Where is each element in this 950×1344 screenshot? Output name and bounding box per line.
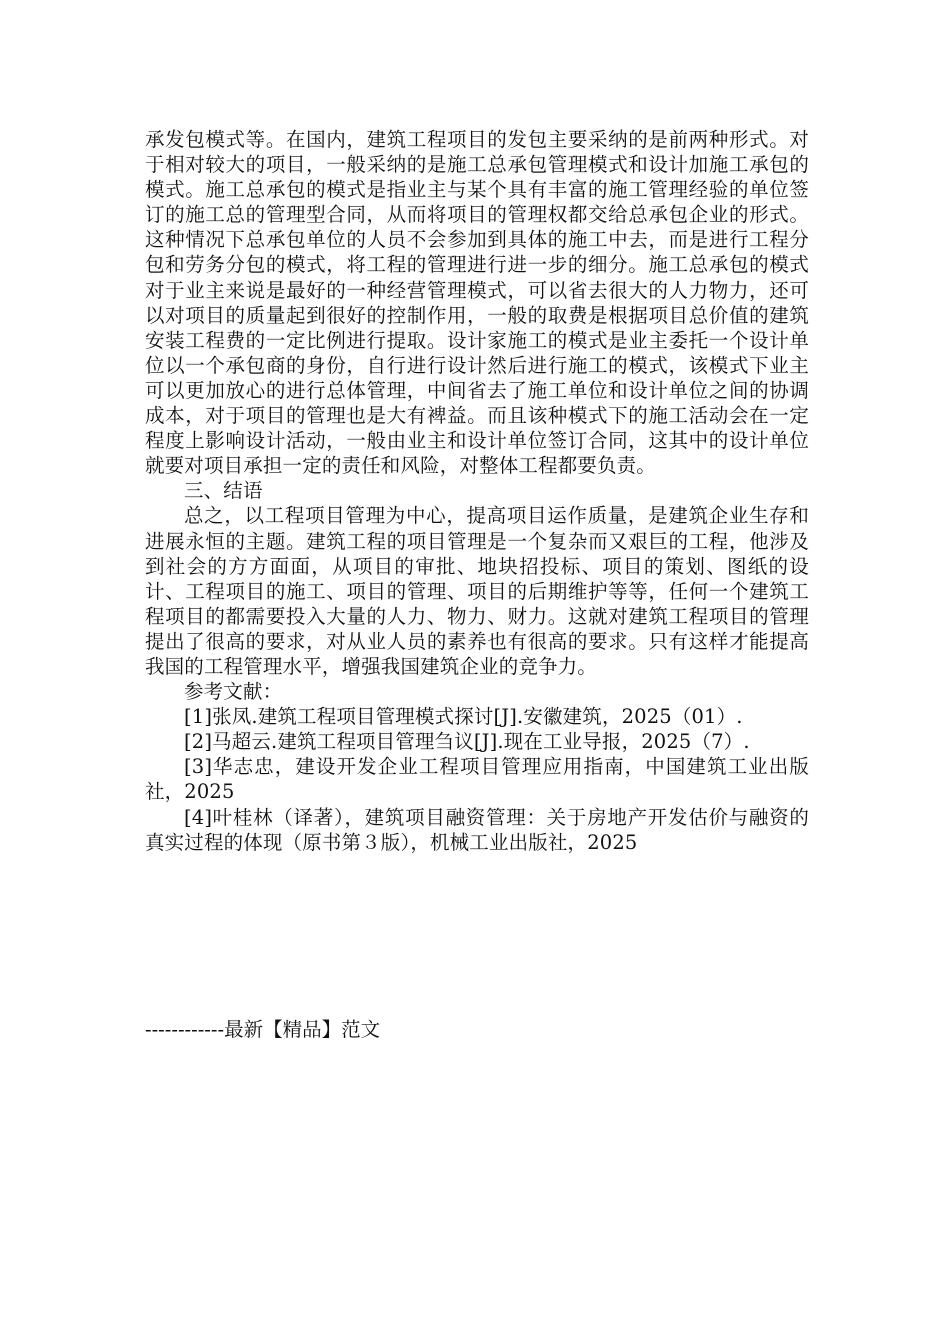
reference-item-1: [1]张凤.建筑工程项目管理模式探讨[J].安徽建筑，2025（01）. <box>184 705 743 729</box>
document-body <box>145 127 809 855</box>
reference-item-4: [4]叶桂林（译著），建筑项目融资管理：关于房地产开发估价与融资的真实过程的体现（原书第３版），机械工业出版社，2025 <box>145 805 809 854</box>
section-heading-conclusion: 三、结语 <box>184 479 263 503</box>
body-paragraph-continued: 承发包模式等。在国内，建筑工程项目的发包主要采纳的是前两种形式。对于相对较大的项目，一般采纳的是施工总承包管理模式和设计加施工承包的模式。施工总承包的模式是指业主与某个具有丰富的施工管理经验的单位签订的施工总的管理型合同，从而将项目的管理权都交给总承包企业的形式。这种情况下总承包单位的人员不会参加到具体的施工中去，而是进行工程分包和劳务分包的模式，将工程的管理进行进一步的细分。施工总承包的模式对于业主来说是最好的一种经营管理模式，可以省去很大的人力物力，还可以对项目的质量起到很好的控制作用，一般的取费是根据项目总价值的建筑安装工程费的一定比例进行提取。设计家施工的模式是业主委托一个设计单位以一个承包商的身份，自行进行设计然后进行施工的模式，该模式下业主可以更加放心的进行总体管理，中间省去了施工单位和设计单位之间的协调成本，对于项目的管理也是大有裨益。而且该种模式下的施工活动会在一定程度上影响设计活动，一般由业主和设计单位签订合同，这其中的设计单位就要对项目承担一定的责任和风险，对整体工程都要负责。 <box>145 128 809 478</box>
reference-item-3: [3]华志忠，建设开发企业工程项目管理应用指南，中国建筑工业出版社，2025 <box>145 755 809 804</box>
references-heading: 参考文献： <box>184 680 283 704</box>
body-paragraph-conclusion: 总之，以工程项目管理为中心，提高项目运作质量，是建筑企业生存和进展永恒的主题。建筑工程的项目管理是一个复杂而又艰巨的工程，他涉及到社会的方方面面，从项目的审批、地块招投标、项目的策划、图纸的设计、工程项目的施工、项目的管理、项目的后期维护等等，任何一个建筑工程项目的都需要投入大量的人力、物力、财力。这就对建筑工程项目的管理提出了很高的要求，对从业人员的素养也有很高的要求。只有这样才能提高我国的工程管理水平，增强我国建筑企业的竞争力。 <box>145 504 809 678</box>
footer-tagline: ------------最新【精品】范文 <box>145 1018 381 1041</box>
reference-item-2: [2]马超云.建筑工程项目管理刍议[J].现在工业导报，2025（7）. <box>184 730 750 754</box>
